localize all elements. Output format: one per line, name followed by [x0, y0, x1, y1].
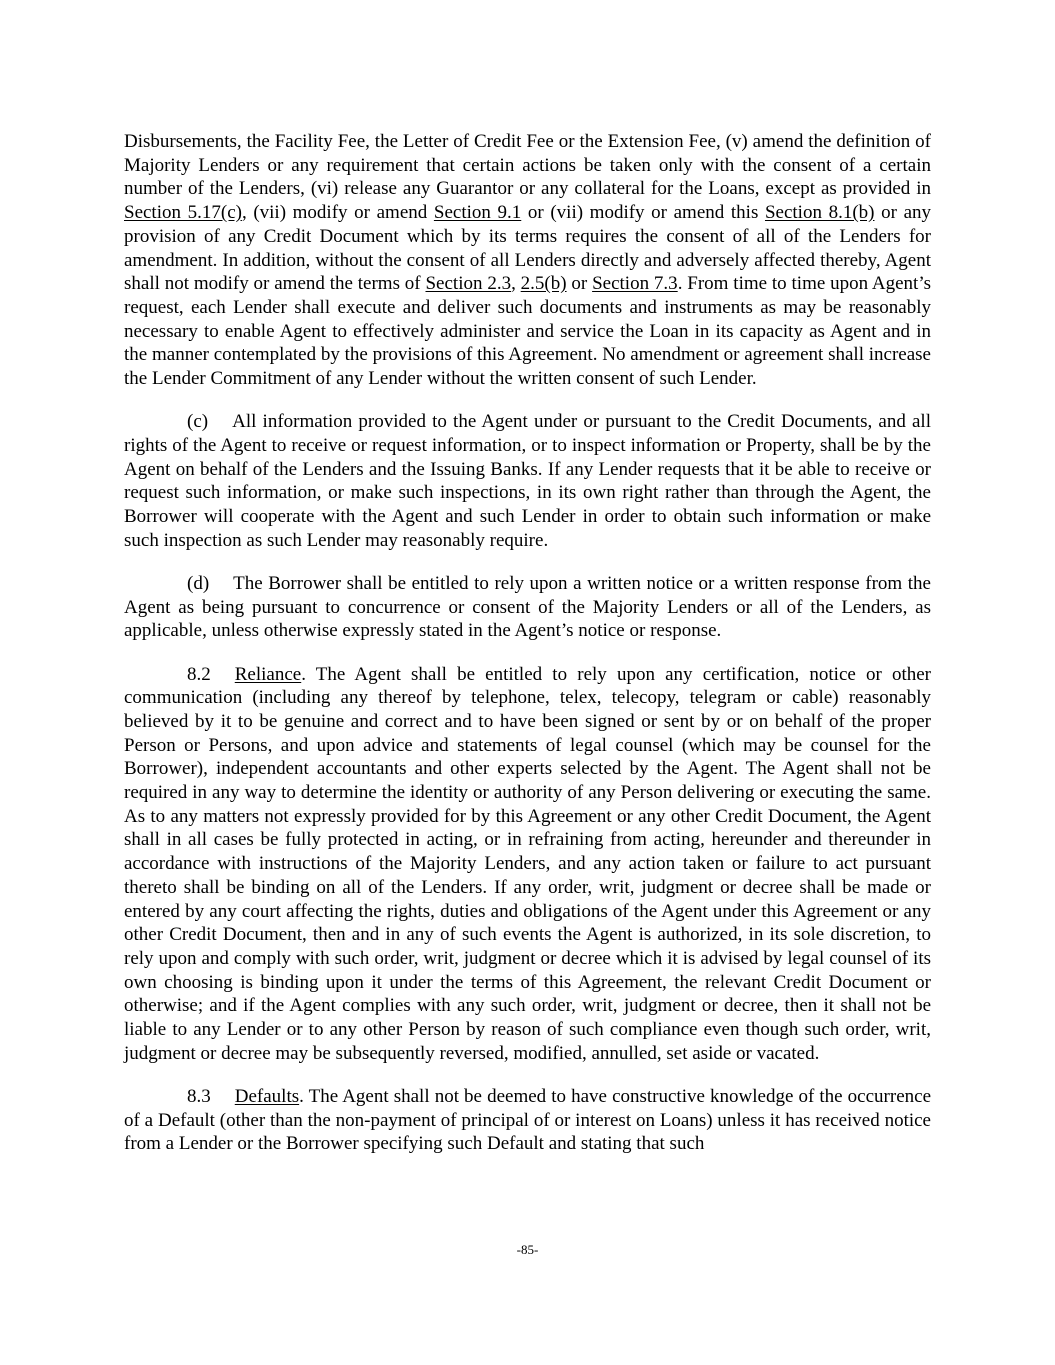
section-ref-2-3: Section 2.3 — [425, 273, 512, 295]
section-8-3-text: . The Agent shall not be deemed to have constructive knowledge of the occurrence of a Default (other than the non-payment of principal of or interest on Loans) unless it has received notice from a Lender or the Borrower specifying such Default and stating that such — [124, 1086, 931, 1155]
continuation-text-6: or — [566, 273, 593, 295]
continuation-paragraph — [124, 130, 931, 391]
section-ref-2-5b: 2.5(b) — [520, 273, 567, 295]
continuation-text-3: or (vii) modify or amend this — [521, 202, 765, 224]
paragraph-c-text: All information provided to the Agent under or pursuant to the Credit Documents, and all rights of the Agent to receive or request information, or to inspect information or Property, shall be by the Agent on behalf of the Lenders and the Issuing Banks. If any Lender requests that it be able to receive or request such information, or make such inspections, in its own right rather than through the Agent, the Borrower will cooperate with the Agent and such Lender in order to obtain such information or make such inspection as such Lender may reasonably require. — [124, 411, 931, 551]
section-ref-7-3: Section 7.3 — [592, 273, 678, 295]
paragraph-d — [124, 572, 931, 643]
paragraph-c — [124, 410, 931, 552]
document-page — [124, 130, 931, 1176]
section-8-3 — [124, 1085, 931, 1156]
section-ref-5-17c: Section 5.17(c) — [124, 202, 242, 224]
paragraph-d-label: (d) — [187, 572, 210, 594]
section-8-2-text: . The Agent shall be entitled to rely upon any certification, notice or other communication (including any thereof by telephone, telex, telecopy, telegram or cable) reasonably believed by it to be genuine and correct and to have been signed or sent by or on behalf of the proper Person or Persons, and upon advice and statements of legal counsel (which may be counsel for the Borrower), independent accountants and other experts selected by the Agent. The Agent shall not be required in any way to determine the identity or authority of any Person delivering or executing the same. As to any matters not expressly provided for by this Agreement or any other Credit Document, the Agent shall in all cases be fully protected in acting, or in refraining from acting, hereunder and thereunder in accordance with instructions of the Majority Lenders, and any action taken or failure to act pursuant thereto shall be binding on all of the Lenders. If any order, writ, judgment or decree shall be made or entered by any court affecting the rights, duties and obligations of the Agent under this Agreement or any other Credit Document, then and in any of such events the Agent is authorized, in its sole discretion, to rely upon and comply with such order, writ, judgment or decree which it is advised by legal counsel of its own choosing is binding upon it under the terms of this Agreement, the relevant Credit Document or otherwise; and if the Agent complies with any such order, writ, judgment or decree, then it shall not be liable to any Lender or to any other Person by reason of such compliance even though such order, writ, judgment or decree may be subsequently reversed, modified, annulled, set aside or vacated. — [124, 663, 931, 1064]
continuation-text-1: Disbursements, the Facility Fee, the Letter of Credit Fee or the Extension Fee, (v) amend the definition of Majority Lenders or any requirement that certain actions be taken only with the consent of a certain number of the Lenders, (vi) release any Guarantor or any collateral for the Loans, except as provided in — [124, 131, 931, 200]
section-ref-8-1b: Section 8.1(b) — [764, 202, 875, 224]
section-8-2-heading: Reliance — [234, 663, 302, 685]
section-ref-9-1: Section 9.1 — [433, 202, 522, 224]
paragraph-d-text: The Borrower shall be entitled to rely upon a written notice or a written response from the Agent as being pursuant to concurrence or consent of the Majority Lenders or all of the Lenders, as applicable, unless otherwise expressly stated in the Agent’s notice or response. — [124, 572, 931, 642]
continuation-text-5: , — [511, 273, 521, 295]
section-8-2-number: 8.2 — [187, 663, 211, 685]
continuation-text-2: , (vii) modify or amend — [241, 202, 434, 224]
continuation-text-4: or any provision of any Credit Document which by its terms requires the consent of all of the Lenders for amendment. In addition, without the consent of all Lenders directly and adversely affected thereby, Agent shall not modify or amend the terms of — [124, 202, 932, 295]
continuation-text-7: . From time to time upon Agent’s request, each Lender shall execute and deliver such documents and instruments as may be reasonably necessary to enable Agent to effectively administer and service the Loan in its capacity as Agent and in the manner contemplated by the provisions of this Agreement. No amendment or agreement shall increase the Lender Commitment of any Lender without the written consent of such Lender. — [124, 273, 932, 390]
section-8-3-number: 8.3 — [187, 1086, 211, 1108]
section-8-2 — [124, 663, 931, 1066]
page-number: -85- — [516, 1242, 539, 1257]
section-8-3-heading: Defaults — [234, 1086, 300, 1108]
paragraph-c-label: (c) — [187, 411, 209, 433]
